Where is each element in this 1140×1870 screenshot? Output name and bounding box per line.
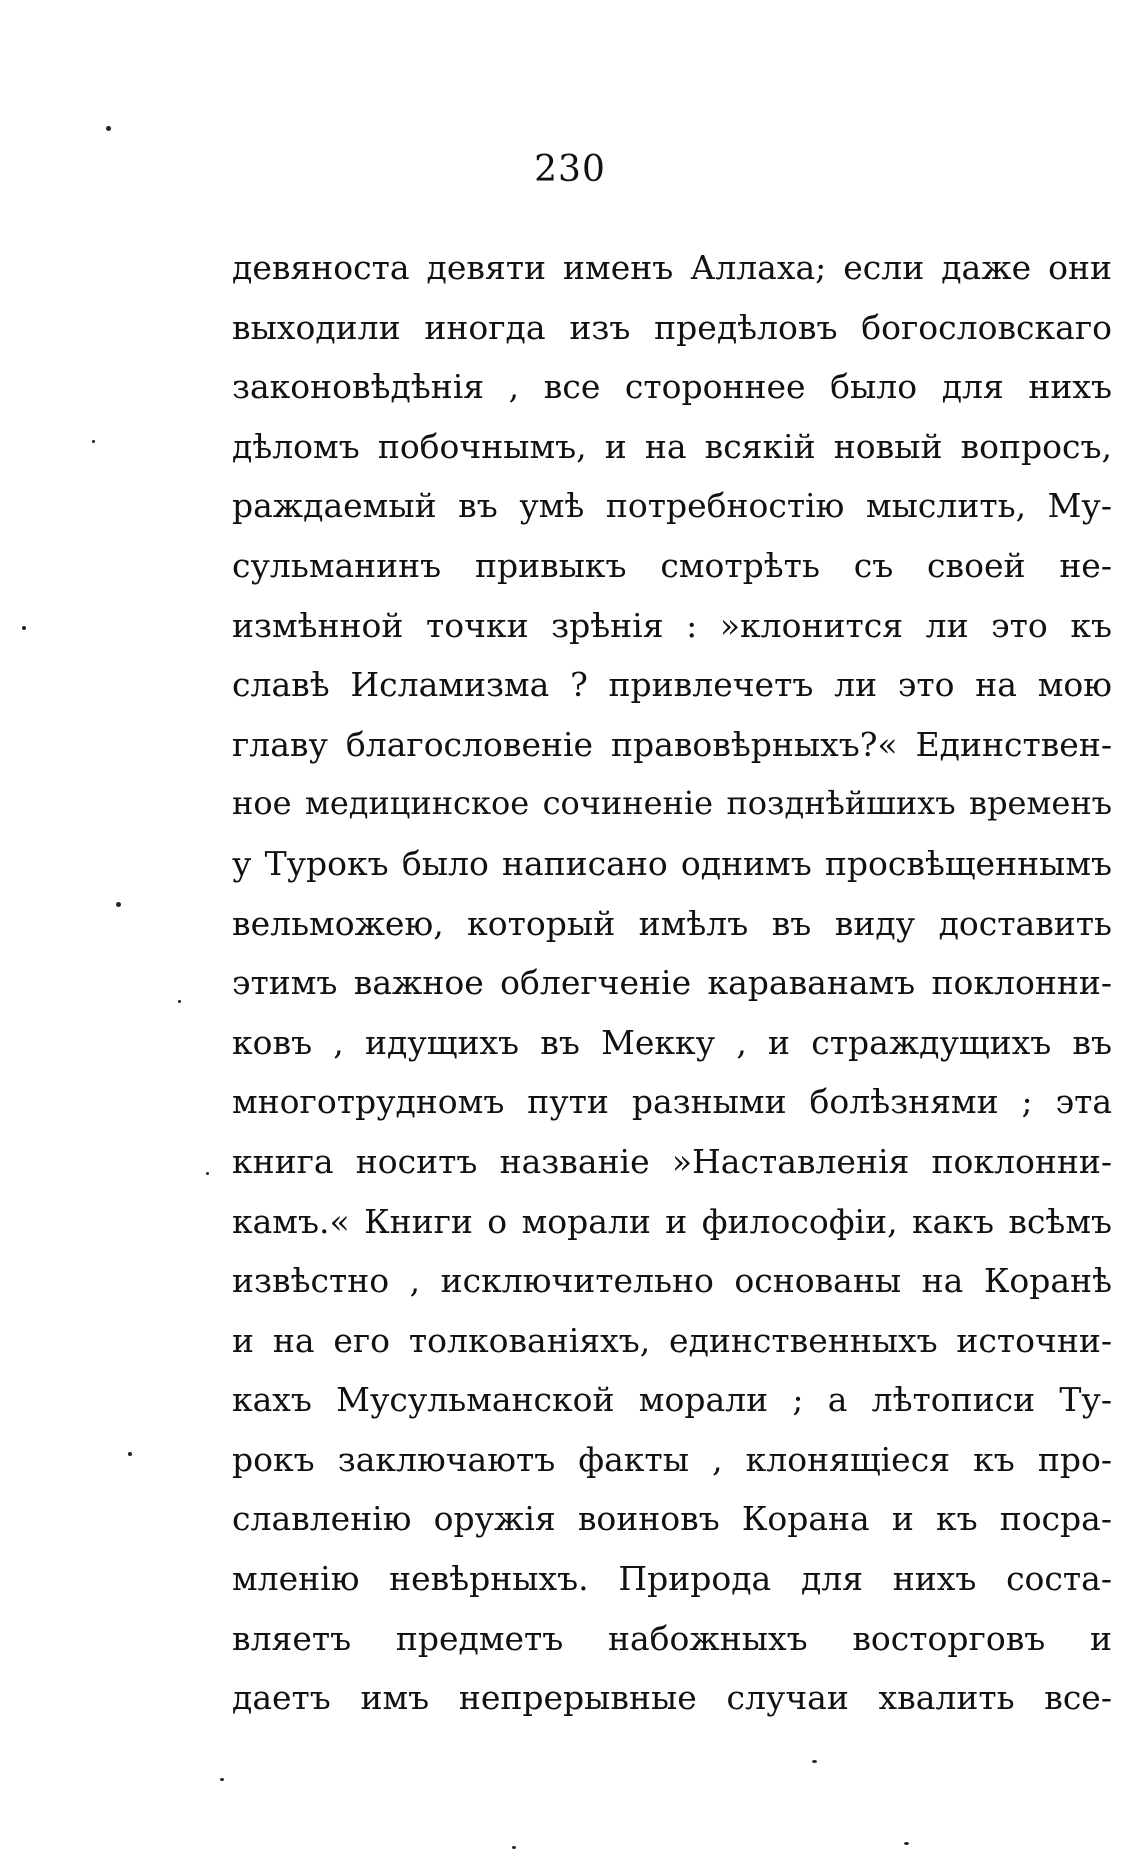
- body-text: [232, 238, 1112, 1728]
- text-line: сульманинъ привыкъ смотрѣть съ своей не-: [232, 545, 1112, 585]
- scan-speck: [206, 1172, 209, 1175]
- scan-speck: [512, 1846, 516, 1849]
- text-line: этимъ важное облегченіе караванамъ поклонни-: [232, 963, 1112, 1003]
- text-line: вляетъ предметъ набожныхъ восторговъ и: [232, 1618, 1112, 1658]
- text-line: девяноста девяти именъ Аллаха; если даже они: [232, 248, 1112, 287]
- text-line: славленію оружія воиновъ Корана и къ посра-: [232, 1499, 1112, 1539]
- text-line: измѣнной точки зрѣнія : »клонится ли это къ: [232, 605, 1112, 645]
- scan-speck: [178, 1000, 181, 1003]
- scan-speck: [220, 1778, 224, 1781]
- text-line: извѣстно , исключительно основаны на Коранѣ: [232, 1261, 1112, 1301]
- text-line: многотрудномъ пути разными болѣзнями ; эта: [232, 1082, 1112, 1122]
- scan-speck: [106, 126, 111, 131]
- text-line: ковъ , идущихъ въ Мекку , и страждущихъ въ: [232, 1022, 1112, 1062]
- text-line: и на его толкованіяхъ, единственныхъ источни-: [232, 1320, 1112, 1360]
- text-line: главу благословеніе правовѣрныхъ?« Единствен-: [232, 724, 1112, 764]
- text-line: дѣломъ побочнымъ, и на всякій новый вопросъ,: [232, 426, 1112, 466]
- scan-speck: [904, 1842, 909, 1845]
- text-line: ное медицинское сочиненіе позднѣйшихъ временъ: [232, 784, 1112, 823]
- text-line: вельможею, который имѣлъ въ виду доставить: [232, 903, 1112, 943]
- scan-speck: [128, 1452, 132, 1456]
- scan-speck: [812, 1760, 817, 1763]
- text-line: мленію невѣрныхъ. Природа для нихъ соста-: [232, 1559, 1112, 1599]
- text-line: законовѣдѣнія , все стороннее было для нихъ: [232, 367, 1112, 407]
- scan-speck: [22, 626, 26, 630]
- text-line: даетъ имъ непрерывные случаи хвалить все-: [232, 1678, 1112, 1718]
- text-line: выходили иногда изъ предѣловъ богословскаго: [232, 307, 1112, 347]
- scan-speck: [92, 440, 95, 443]
- text-line: книга носитъ названіе »Наставленія поклонни-: [232, 1141, 1112, 1181]
- text-line: рокъ заключаютъ факты , клонящіеся къ про-: [232, 1439, 1112, 1479]
- text-line: у Турокъ было написано однимъ просвѣщеннымъ: [232, 843, 1112, 883]
- text-line: кахъ Мусульманской морали ; а лѣтописи Ту-: [232, 1380, 1112, 1420]
- text-line: камъ.« Книги о морали и философіи, какъ всѣмъ: [232, 1201, 1112, 1241]
- text-line: славѣ Исламизма ? привлечетъ ли это на мою: [232, 665, 1112, 705]
- scan-speck: [116, 902, 121, 907]
- text-line: раждаемый въ умѣ потребностію мыслить, Му-: [232, 486, 1112, 526]
- page-number: 230: [534, 149, 606, 190]
